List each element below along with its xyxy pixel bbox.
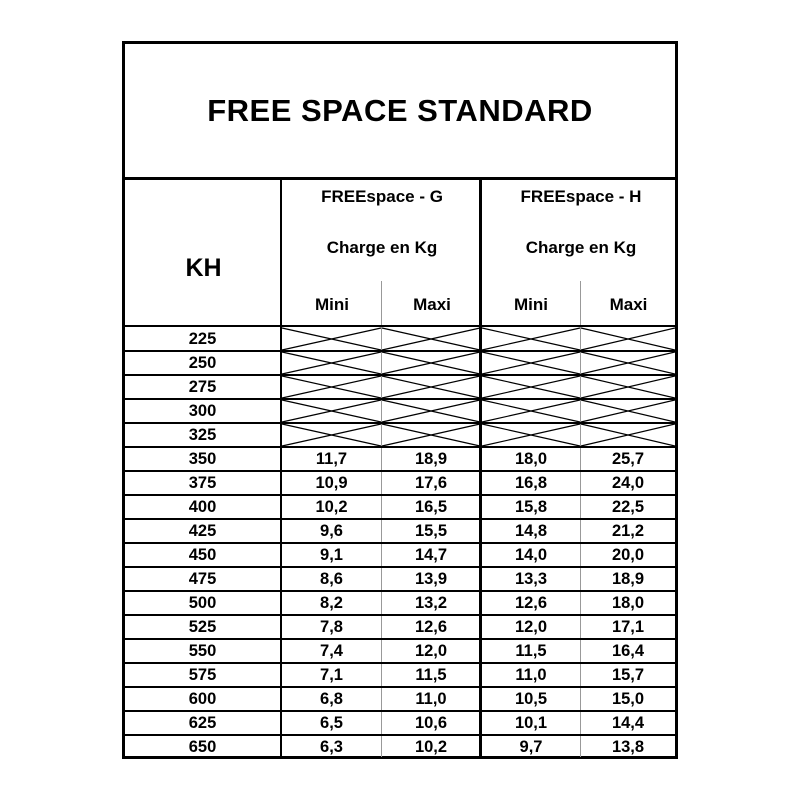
- load-value-h-maxi: 25,7: [611, 449, 645, 468]
- load-value-h-maxi: 24,0: [611, 473, 645, 492]
- load-value-h-mini: 13,3: [514, 569, 548, 588]
- load-value-h-mini: 9,7: [519, 737, 543, 756]
- load-value-h-maxi: 14,4: [611, 713, 645, 732]
- kh-value: 500: [188, 593, 217, 612]
- load-value-h-mini: 12,6: [514, 593, 548, 612]
- load-value-g-mini: 8,6: [320, 569, 343, 588]
- load-value-g-maxi: 12,6: [414, 617, 448, 636]
- kh-value: 400: [188, 497, 217, 516]
- load-value-h-maxi: 21,2: [611, 521, 645, 540]
- load-value-h-mini: 11,0: [515, 665, 547, 684]
- load-value-h-maxi: 16,4: [611, 641, 645, 660]
- load-value-g-maxi: 15,5: [414, 521, 448, 540]
- kh-value: 375: [188, 473, 217, 492]
- kh-value: 475: [188, 569, 217, 588]
- load-value-h-mini: 16,8: [514, 473, 548, 492]
- load-value-h-mini: 11,5: [515, 641, 547, 660]
- load-value-g-maxi: 10,2: [414, 737, 448, 756]
- load-value-h-maxi: 15,7: [611, 665, 645, 684]
- load-value-g-mini: 10,9: [315, 473, 348, 492]
- page-title: FREE SPACE STANDARD: [207, 92, 593, 128]
- group-g-name: FREEspace - G: [321, 187, 443, 206]
- load-value-g-maxi: 16,5: [414, 497, 448, 516]
- kh-value: 600: [188, 689, 217, 708]
- load-value-g-maxi: 11,0: [415, 689, 447, 708]
- load-value-h-mini: 14,0: [514, 545, 548, 564]
- load-value-h-maxi: 17,1: [611, 617, 645, 636]
- kh-value: 325: [188, 425, 217, 444]
- load-value-g-mini: 9,6: [320, 521, 343, 540]
- load-value-g-mini: 7,1: [320, 665, 343, 684]
- load-value-g-maxi: 10,6: [414, 713, 448, 732]
- kh-value: 625: [188, 713, 217, 732]
- load-value-h-mini: 10,5: [514, 689, 548, 708]
- load-value-h-mini: 15,8: [514, 497, 548, 516]
- load-value-h-maxi: 15,0: [611, 689, 645, 708]
- load-value-g-mini: 11,7: [315, 449, 348, 468]
- group-h-col-maxi: Maxi: [609, 295, 648, 314]
- kh-value: 575: [188, 665, 217, 684]
- load-value-h-mini: 18,0: [514, 449, 548, 468]
- kh-value: 525: [188, 617, 217, 636]
- kh-value: 275: [188, 377, 217, 396]
- load-value-h-mini: 14,8: [514, 521, 548, 540]
- load-value-g-mini: 10,2: [315, 497, 348, 516]
- load-value-h-maxi: 22,5: [611, 497, 645, 516]
- group-g-col-maxi: Maxi: [413, 295, 451, 314]
- load-value-h-maxi: 13,8: [611, 737, 645, 756]
- load-value-g-mini: 6,3: [320, 737, 343, 756]
- group-h-unit: Charge en Kg: [525, 238, 637, 257]
- load-value-g-maxi: 12,0: [414, 641, 448, 660]
- kh-header: KH: [185, 254, 222, 282]
- load-value-g-maxi: 14,7: [414, 545, 448, 564]
- load-value-g-mini: 6,8: [320, 689, 343, 708]
- kh-value: 250: [188, 353, 217, 372]
- load-value-g-maxi: 11,5: [415, 665, 447, 684]
- group-g-unit: Charge en Kg: [326, 238, 438, 257]
- load-value-h-mini: 12,0: [514, 617, 548, 636]
- kh-value: 450: [188, 545, 217, 564]
- kh-value: 350: [188, 449, 217, 468]
- kh-value: 300: [188, 401, 217, 420]
- load-value-g-maxi: 17,6: [414, 473, 448, 492]
- group-h-col-mini: Mini: [514, 295, 548, 314]
- load-value-h-maxi: 20,0: [611, 545, 645, 564]
- spec-table: [122, 41, 678, 759]
- load-value-h-mini: 10,1: [514, 713, 548, 732]
- load-value-g-mini: 9,1: [320, 545, 343, 564]
- load-value-g-mini: 7,8: [320, 617, 343, 636]
- load-value-g-mini: 6,5: [320, 713, 343, 732]
- load-value-h-maxi: 18,9: [611, 569, 645, 588]
- load-value-g-mini: 8,2: [320, 593, 343, 612]
- kh-value: 425: [188, 521, 217, 540]
- load-value-h-maxi: 18,0: [611, 593, 645, 612]
- load-value-g-mini: 7,4: [320, 641, 343, 660]
- kh-value: 650: [188, 737, 217, 756]
- load-value-g-maxi: 18,9: [414, 449, 448, 468]
- kh-value: 550: [188, 641, 217, 660]
- load-value-g-maxi: 13,2: [414, 593, 448, 612]
- kh-value: 225: [188, 329, 217, 348]
- group-h-name: FREEspace - H: [520, 187, 642, 206]
- load-value-g-maxi: 13,9: [414, 569, 448, 588]
- group-g-col-mini: Mini: [315, 295, 349, 314]
